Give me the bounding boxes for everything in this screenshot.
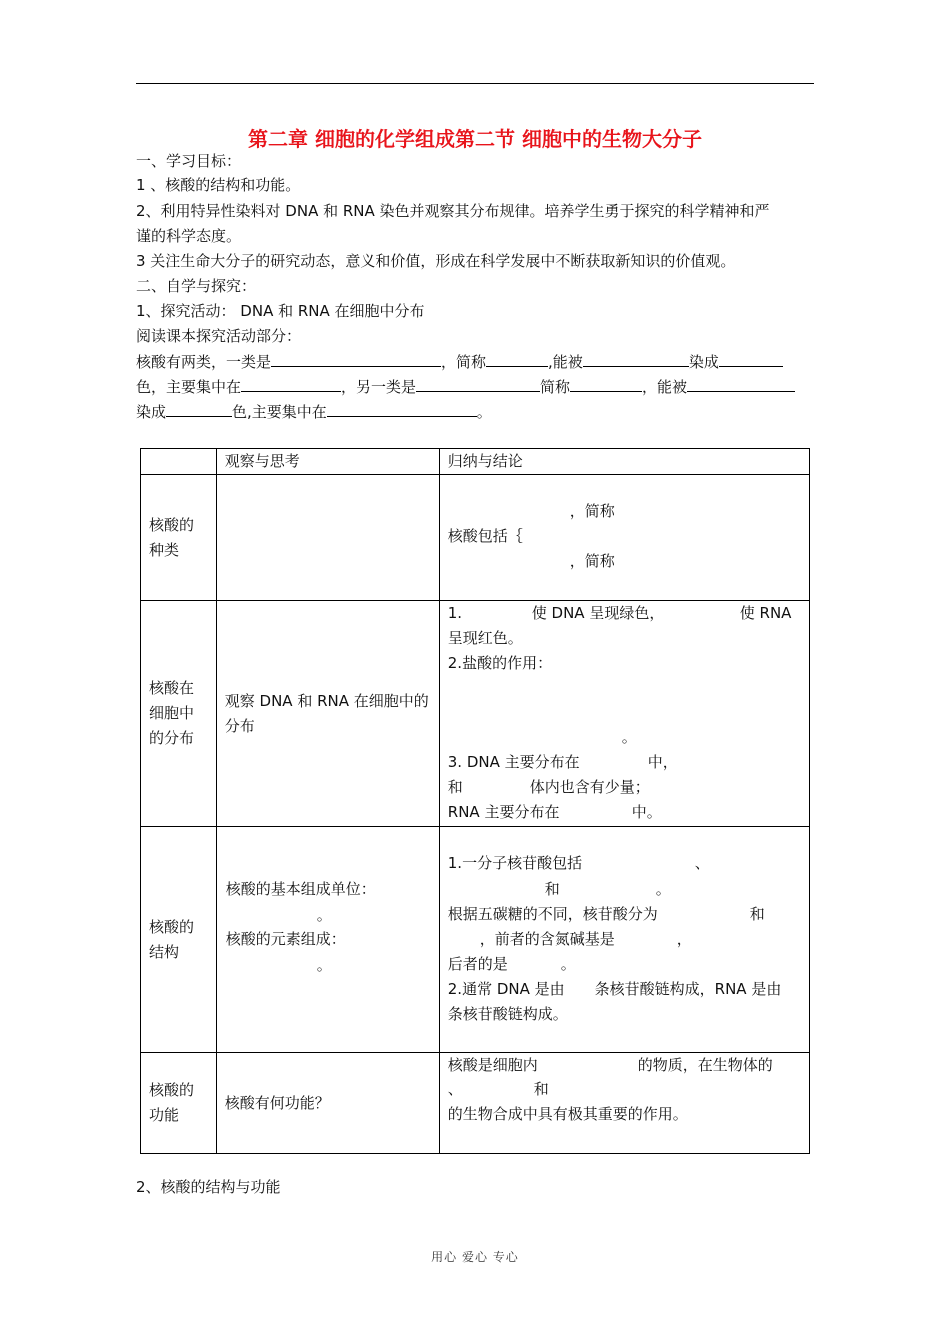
blank[interactable] [583,349,689,367]
row-observe-structure[interactable]: 核酸的基本组成单位： 。 核酸的元素组成： 。 [216,827,439,1053]
table-row [141,827,810,1053]
row-observe-empty[interactable] [216,475,439,601]
blank[interactable] [486,349,548,367]
blank[interactable] [687,374,795,392]
row-conclusion-function[interactable]: 核酸是细胞内 的物质，在生物体的 、 和 的生物合成中具有极其重要的作用。 [439,1053,809,1154]
blank[interactable] [416,374,540,392]
table-row [141,601,810,827]
blank[interactable] [327,399,477,417]
blank[interactable] [241,374,341,392]
fill-line-1: 核酸有两类，一类是 ，简称 ,能被 染成 [136,349,783,373]
row-label-structure: 核酸的结构 [141,827,217,1053]
objective-2-line1: 2、利用特异性染料对 DNA 和 RNA 染色并观察其分布规律。培养学生勇于探究的科学精神和严 [136,202,770,220]
objectives-heading: 一、学习目标： [136,152,242,170]
blank[interactable] [719,349,783,367]
row-label-types: 核酸的种类 [141,475,217,601]
row-conclusion-distribution[interactable]: 1. 使 DNA 呈现绿色， 使 RNA 呈现红色。 2.盐酸的作用： 。 3. DNA 主要分布在 中， 和 体内也含有少量； RNA 主要分布在 中。 [439,601,809,827]
objective-2-line2: 谨的科学态度。 [136,227,242,245]
explore-read: 阅读课本探究活动部分： [136,327,302,345]
header-cell-empty [141,449,217,475]
blank[interactable] [166,399,232,417]
blank[interactable] [570,374,642,392]
row-observe-distribution: 观察 DNA 和 RNA 在细胞中的分布 [216,601,439,827]
table-header-row [141,449,810,475]
blank[interactable] [271,349,441,367]
row-label-function: 核酸的功能 [141,1053,217,1154]
section-2-heading: 2、核酸的结构与功能 [136,1178,281,1196]
table-row [141,1053,810,1154]
row-conclusion-structure[interactable]: 1.一分子核苷酸包括 、 和 。 根据五碳糖的不同，核苷酸分为 和 ，前者的含氮碱基是 ， 后者的是 。 2.通常 DNA 是由 条核苷酸链构成，RNA 是由 条核苷酸链构成。 [439,827,809,1053]
row-conclusion-types[interactable]: ，简称 核酸包括｛ ，简称 [439,475,809,601]
header-rule [136,83,814,84]
page-footer: 用心 爱心 专心 [431,1250,519,1264]
page-title: 第二章 细胞的化学组成第二节 细胞中的生物大分子 [248,127,702,151]
nucleic-acid-table [140,448,810,1154]
table-row [141,475,810,601]
objective-1: 1 、核酸的结构和功能。 [136,176,301,194]
row-observe-function: 核酸有何功能？ [216,1053,439,1154]
explore-activity: 1、探究活动： DNA 和 RNA 在细胞中分布 [136,302,425,320]
header-observe: 观察与思考 [216,449,439,475]
header-conclusion: 归纳与结论 [439,449,809,475]
fill-line-3: 染成 色,主要集中在 。 [136,399,492,423]
objective-3: 3 关注生命大分子的研究动态，意义和价值，形成在科学发展中不断获取新知识的价值观。 [136,252,736,270]
explore-heading: 二、自学与探究： [136,277,257,295]
row-label-distribution: 核酸在细胞中的分布 [141,601,217,827]
fill-line-2: 色，主要集中在 ，另一类是 简称 ，能被 [136,374,795,398]
